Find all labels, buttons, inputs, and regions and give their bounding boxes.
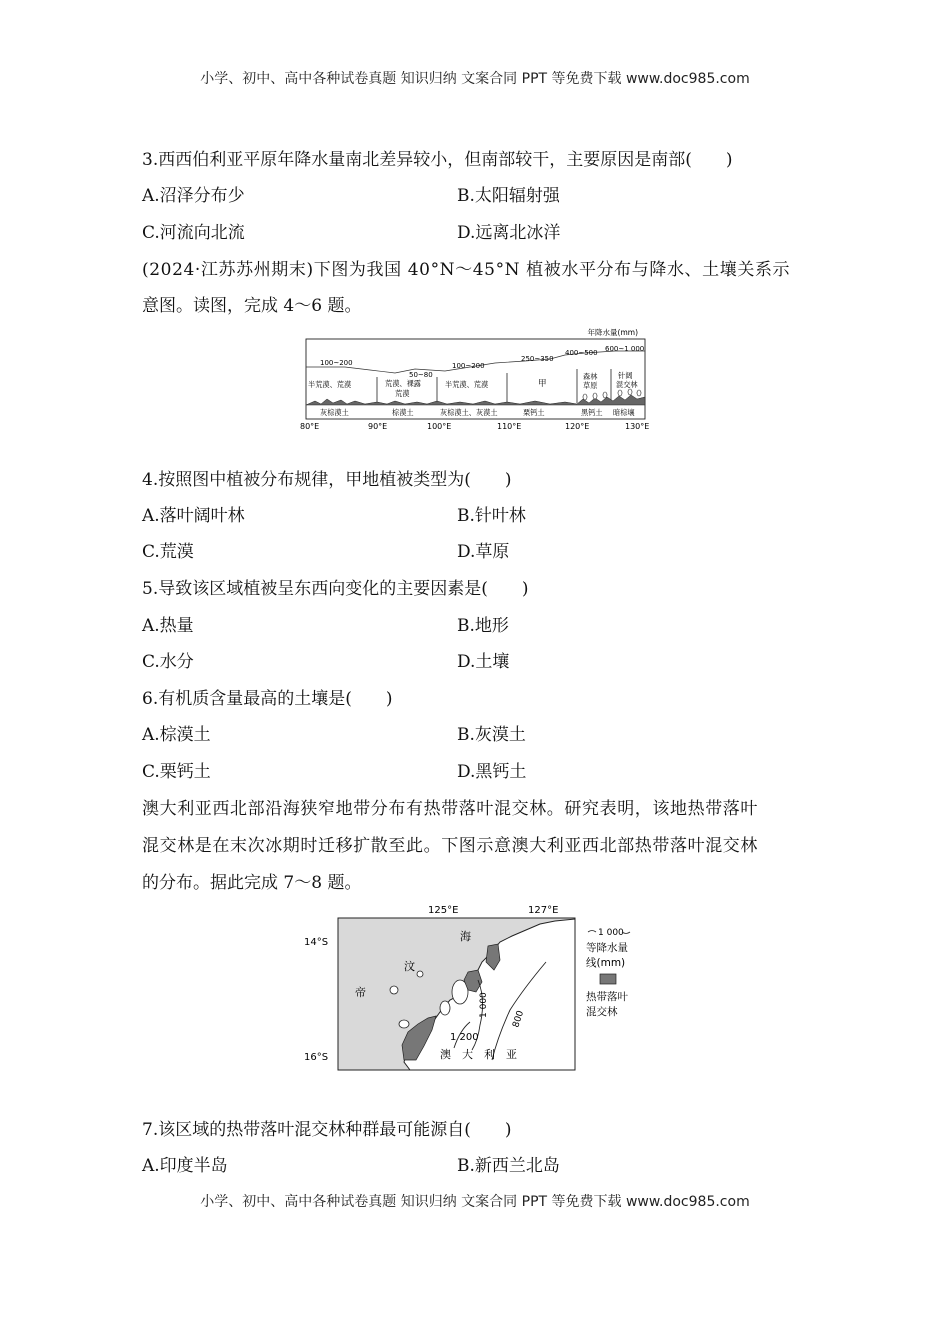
soil-label-6: 暗棕壤 xyxy=(613,408,635,417)
lon-label-125: 125°E xyxy=(428,905,459,916)
q4-option-b: B.针叶林 xyxy=(457,506,526,526)
q6-option-b: B.灰漠土 xyxy=(457,725,526,745)
sea-label-di: 帝 xyxy=(355,986,366,999)
page-footer: 小学、初中、高中各种试卷真题 知识归纳 文案合同 PPT 等免费下载 www.doc985.com xyxy=(200,1194,750,1210)
lon-label-80: 80°E xyxy=(300,422,320,431)
veg-label-4: 半荒漠、荒漠 xyxy=(445,380,489,389)
q3-option-b: B.太阳辐射强 xyxy=(457,186,560,206)
lat-label-14: 14°S xyxy=(304,937,329,948)
soil-label-5: 黑钙土 xyxy=(581,408,603,417)
isohyet-label-800: 800 xyxy=(511,1009,527,1029)
q3-option-c: C.河流向北流 xyxy=(142,223,245,243)
legend-forest-line1: 热带落叶 xyxy=(586,991,628,1003)
intro-7-8-line2: 混交林是在末次冰期时迁移扩散至此。下图示意澳大利亚西北部热带落叶混交林 xyxy=(142,836,758,856)
q4-option-a: A.落叶阔叶林 xyxy=(142,506,245,526)
intro-4-6-line2: 意图。读图，完成 4～6 题。 xyxy=(142,296,362,316)
q4-option-d: D.草原 xyxy=(457,542,510,562)
lon-label-120: 120°E xyxy=(565,422,590,431)
q7-option-b: B.新西兰北岛 xyxy=(457,1156,560,1176)
legend-isohyet-line2: 线(mm) xyxy=(586,957,626,969)
land-label-australia: 澳 大 利 亚 xyxy=(440,1048,517,1061)
q6-stem: 6.有机质含量最高的土壤是( ) xyxy=(142,689,393,709)
q6-option-a: A.棕漠土 xyxy=(142,725,211,745)
q3-option-a: A.沼泽分布少 xyxy=(142,186,245,206)
q6-option-c: C.栗钙土 xyxy=(142,762,211,782)
intro-4-6-line1: (2024·江苏苏州期末)下图为我国 40°N～45°N 植被水平分布与降水、土壤关系示 xyxy=(142,260,791,280)
isohyet-label-1200: 1 200 xyxy=(450,1032,479,1043)
map-legend xyxy=(586,928,630,1018)
q6-option-d: D.黑钙土 xyxy=(457,762,527,782)
veg-label-steppe: 草原 xyxy=(583,381,598,390)
lon-label-90: 90°E xyxy=(368,422,388,431)
soil-label-3: 灰棕漠土、灰漠土 xyxy=(440,408,498,417)
q5-option-a: A.热量 xyxy=(142,616,194,636)
q3-option-d: D.远离北冰洋 xyxy=(457,223,561,243)
veg-label-mixed-1: 针阔 xyxy=(618,371,633,380)
q4-option-c: C.荒漠 xyxy=(142,542,194,562)
isohyet-label-1000: 1 000 xyxy=(479,992,489,1018)
q5-option-c: C.水分 xyxy=(142,652,194,672)
veg-label-forest: 森林 xyxy=(583,372,598,381)
precip-label-3: 100~200 xyxy=(452,362,485,370)
soil-label-2: 棕漠土 xyxy=(392,408,414,417)
veg-label-mixed-2: 混交林 xyxy=(616,380,638,389)
legend-isohyet-line1: 等降水量 xyxy=(586,942,628,954)
sea-label-hai: 海 xyxy=(460,930,471,943)
q3-stem: 3.西西伯利亚平原年降水量南北差异较小，但南部较干，主要原因是南部( ) xyxy=(142,150,733,170)
veg-label-1: 半荒漠、荒漠 xyxy=(308,380,352,389)
veg-label-3: 荒漠 xyxy=(395,389,410,398)
precip-label-1: 100~200 xyxy=(320,359,353,367)
legend-forest-line2: 混交林 xyxy=(586,1006,618,1018)
precip-label-4: 250~350 xyxy=(521,355,554,363)
q5-option-b: B.地形 xyxy=(457,616,509,636)
soil-label-4: 栗钙土 xyxy=(523,408,545,417)
veg-label-2: 荒漠、裸露 xyxy=(385,379,421,388)
vegetation-profile-figure xyxy=(295,325,665,433)
lon-label-130: 130°E xyxy=(625,422,650,431)
legend-isohyet-sample: 1 000 xyxy=(598,928,624,938)
intro-7-8-line1: 澳大利亚西北部沿海狭窄地带分布有热带落叶混交林。研究表明，该地热带落叶 xyxy=(142,799,758,819)
soil-label-1: 灰棕漠土 xyxy=(320,408,349,417)
veg-label-jia: 甲 xyxy=(538,379,547,389)
q5-stem: 5.导致该区域植被呈东西向变化的主要因素是( ) xyxy=(142,579,529,599)
legend-forest-swatch xyxy=(600,974,616,984)
q4-stem: 4.按照图中植被分布规律，甲地植被类型为( ) xyxy=(142,470,512,490)
lat-label-16: 16°S xyxy=(304,1052,329,1063)
lon-label-100: 100°E xyxy=(427,422,452,431)
lon-label-110: 110°E xyxy=(497,422,522,431)
precip-label-6: 600~1 000 xyxy=(605,345,645,353)
lon-label-127: 127°E xyxy=(528,905,559,916)
q7-stem: 7.该区域的热带落叶混交林种群最可能源自( ) xyxy=(142,1120,512,1140)
q7-option-a: A.印度半岛 xyxy=(142,1156,228,1176)
precip-title: 年降水量(mm) xyxy=(587,328,638,337)
precip-label-2: 50~80 xyxy=(409,371,433,379)
sea-label-wen: 汶 xyxy=(404,960,415,973)
australia-map-figure xyxy=(300,900,670,1076)
q5-option-d: D.土壤 xyxy=(457,652,510,672)
precip-label-5: 400~500 xyxy=(565,349,598,357)
intro-7-8-line3: 的分布。据此完成 7～8 题。 xyxy=(142,873,362,893)
page-header: 小学、初中、高中各种试卷真题 知识归纳 文案合同 PPT 等免费下载 www.doc985.com xyxy=(200,71,750,87)
